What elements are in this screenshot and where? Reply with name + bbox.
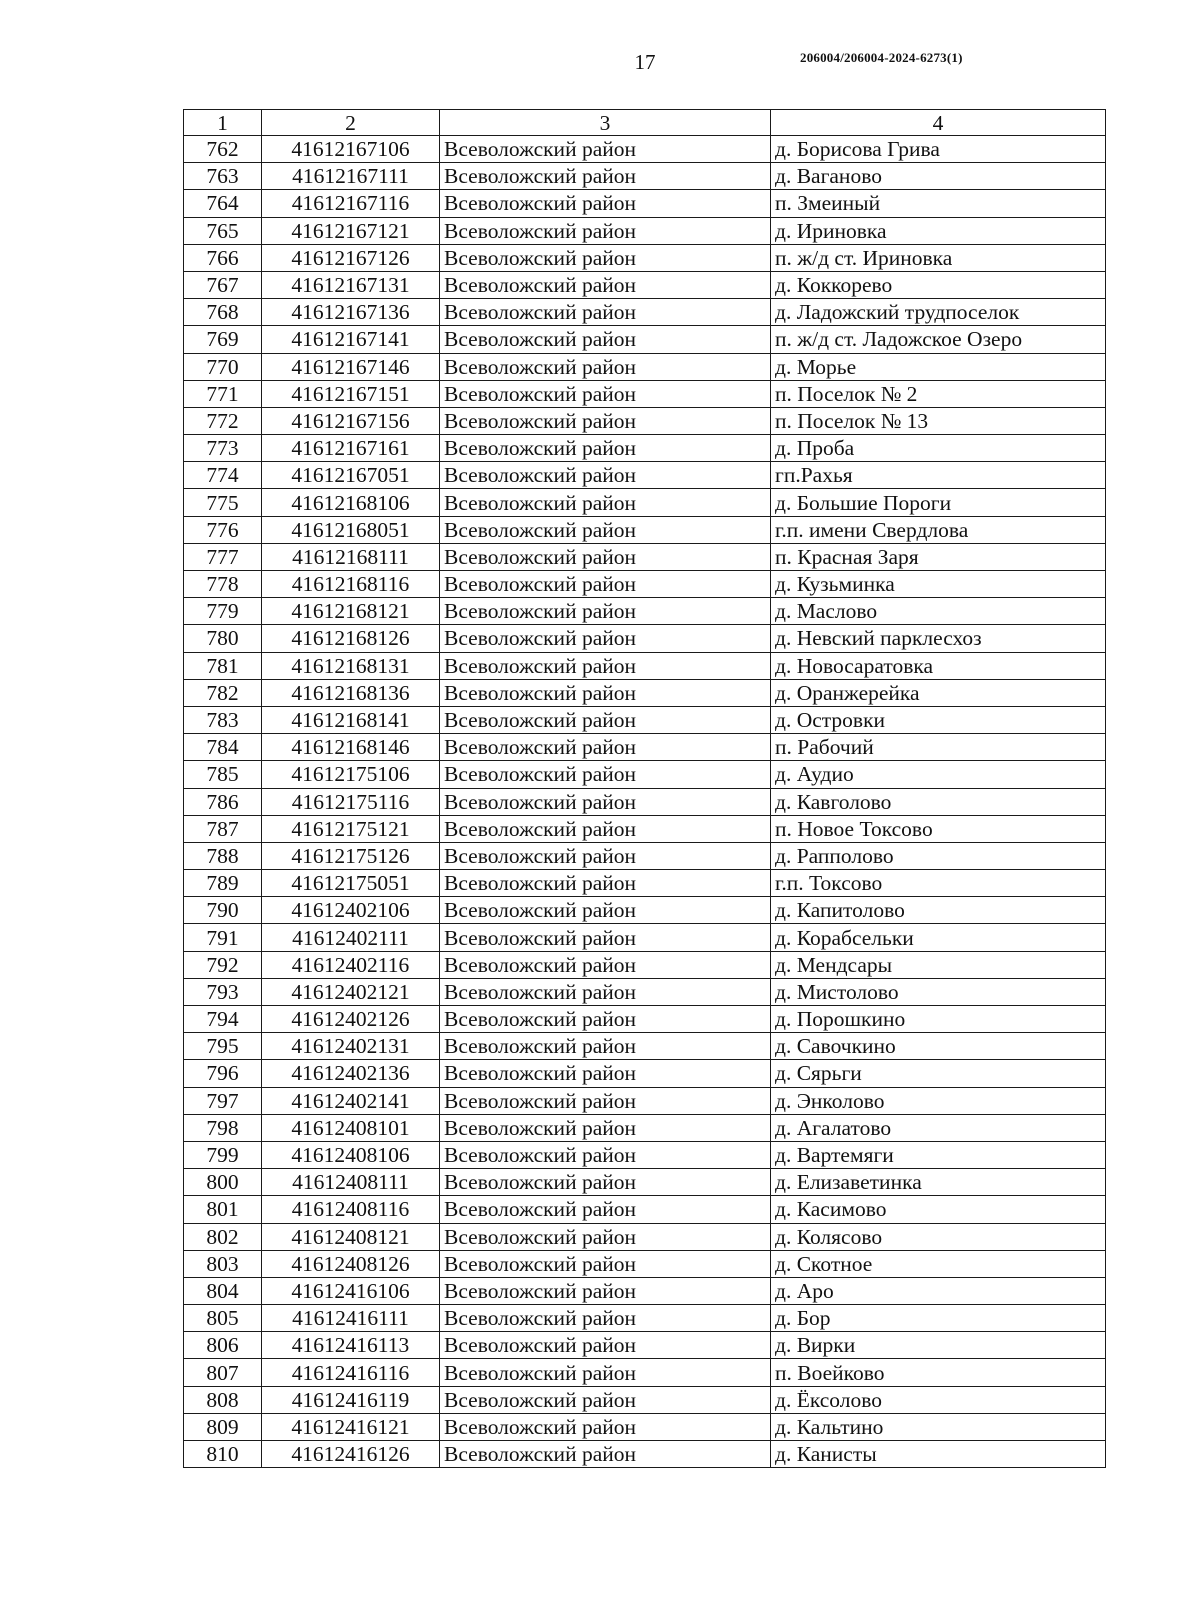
settlement-cell: д. Капитолово [771,897,1106,924]
district-cell: Всеволожский район [440,897,771,924]
settlement-cell: д. Ёксолово [771,1386,1106,1413]
district-cell: Всеволожский район [440,1169,771,1196]
table-row [184,1196,1106,1223]
settlement-cell: д. Мендсары [771,951,1106,978]
oktmo-code-cell: 41612175116 [262,788,440,815]
settlement-cell: п. Змеиный [771,190,1106,217]
oktmo-code-cell: 41612168111 [262,543,440,570]
district-cell: Всеволожский район [440,842,771,869]
row-number-cell: 793 [184,978,262,1005]
settlement-cell: п. Воейково [771,1359,1106,1386]
district-cell: Всеволожский район [440,870,771,897]
oktmo-code-cell: 41612408106 [262,1141,440,1168]
settlement-cell: д. Аудио [771,761,1106,788]
table-row [184,407,1106,434]
settlement-cell: д. Маслово [771,598,1106,625]
oktmo-code-cell: 41612167131 [262,271,440,298]
district-cell: Всеволожский район [440,271,771,298]
district-cell: Всеволожский район [440,1141,771,1168]
row-number-cell: 771 [184,380,262,407]
table-row [184,271,1106,298]
oktmo-code-cell: 41612408116 [262,1196,440,1223]
settlement-cell: д. Вартемяги [771,1141,1106,1168]
settlement-cell: д. Большие Пороги [771,489,1106,516]
row-number-cell: 809 [184,1413,262,1440]
column-header-2: 2 [262,110,440,136]
table-row [184,1359,1106,1386]
table-row [184,1006,1106,1033]
settlement-cell: д. Скотное [771,1250,1106,1277]
table-row [184,380,1106,407]
oktmo-code-cell: 41612168136 [262,679,440,706]
settlement-cell: п. Поселок № 2 [771,380,1106,407]
oktmo-code-cell: 41612167136 [262,299,440,326]
settlement-cell: п. Красная Заря [771,543,1106,570]
header-row [184,110,1106,136]
settlement-cell: д. Коккорево [771,271,1106,298]
oktmo-code-cell: 41612167161 [262,435,440,462]
oktmo-code-cell: 41612416119 [262,1386,440,1413]
table-body [184,136,1106,1468]
table-row [184,761,1106,788]
settlement-cell: г.п. имени Свердлова [771,516,1106,543]
table-row [184,489,1106,516]
table-row [184,924,1106,951]
district-cell: Всеволожский район [440,1196,771,1223]
settlement-cell: д. Кавголово [771,788,1106,815]
table-row [184,1141,1106,1168]
settlements-table [183,109,1106,1468]
row-number-cell: 808 [184,1386,262,1413]
settlement-cell: п. ж/д ст. Ладожское Озеро [771,326,1106,353]
settlement-cell: гп.Рахья [771,462,1106,489]
settlement-cell: д. Аро [771,1277,1106,1304]
row-number-cell: 765 [184,217,262,244]
district-cell: Всеволожский район [440,1386,771,1413]
row-number-cell: 802 [184,1223,262,1250]
settlement-cell: д. Ваганово [771,163,1106,190]
table-row [184,951,1106,978]
row-number-cell: 797 [184,1087,262,1114]
district-cell: Всеволожский район [440,1413,771,1440]
oktmo-code-cell: 41612402131 [262,1033,440,1060]
row-number-cell: 810 [184,1441,262,1468]
oktmo-code-cell: 41612168126 [262,625,440,652]
settlement-cell: д. Островки [771,706,1106,733]
district-cell: Всеволожский район [440,598,771,625]
district-cell: Всеволожский район [440,163,771,190]
oktmo-code-cell: 41612175106 [262,761,440,788]
row-number-cell: 798 [184,1114,262,1141]
district-cell: Всеволожский район [440,326,771,353]
oktmo-code-cell: 41612416106 [262,1277,440,1304]
oktmo-code-cell: 41612416126 [262,1441,440,1468]
settlement-cell: д. Новосаратовка [771,652,1106,679]
oktmo-code-cell: 41612175051 [262,870,440,897]
document-id: 206004/206004-2024-6273(1) [800,50,963,65]
settlement-cell: д. Агалатово [771,1114,1106,1141]
row-number-cell: 803 [184,1250,262,1277]
row-number-cell: 778 [184,571,262,598]
oktmo-code-cell: 41612167151 [262,380,440,407]
row-number-cell: 801 [184,1196,262,1223]
settlement-cell: д. Елизаветинка [771,1169,1106,1196]
district-cell: Всеволожский район [440,353,771,380]
row-number-cell: 775 [184,489,262,516]
row-number-cell: 792 [184,951,262,978]
row-number-cell: 770 [184,353,262,380]
oktmo-code-cell: 41612402136 [262,1060,440,1087]
district-cell: Всеволожский район [440,1250,771,1277]
row-number-cell: 766 [184,244,262,271]
table-row [184,1060,1106,1087]
oktmo-code-cell: 41612167111 [262,163,440,190]
settlement-cell: д. Рапполово [771,842,1106,869]
oktmo-code-cell: 41612408101 [262,1114,440,1141]
oktmo-code-cell: 41612167051 [262,462,440,489]
table-row [184,244,1106,271]
table-row [184,1114,1106,1141]
district-cell: Всеволожский район [440,679,771,706]
settlement-cell: д. Корабсельки [771,924,1106,951]
district-cell: Всеволожский район [440,489,771,516]
district-cell: Всеволожский район [440,380,771,407]
oktmo-code-cell: 41612408111 [262,1169,440,1196]
row-number-cell: 807 [184,1359,262,1386]
row-number-cell: 791 [184,924,262,951]
oktmo-code-cell: 41612416121 [262,1413,440,1440]
row-number-cell: 777 [184,543,262,570]
table-row [184,1277,1106,1304]
settlement-cell: д. Касимово [771,1196,1106,1223]
row-number-cell: 789 [184,870,262,897]
district-cell: Всеволожский район [440,217,771,244]
oktmo-code-cell: 41612167116 [262,190,440,217]
oktmo-code-cell: 41612167146 [262,353,440,380]
table-row [184,217,1106,244]
column-header-3: 3 [440,110,771,136]
settlement-cell: д. Ириновка [771,217,1106,244]
row-number-cell: 783 [184,706,262,733]
table-row [184,1305,1106,1332]
district-cell: Всеволожский район [440,652,771,679]
table-row [184,353,1106,380]
table-row [184,815,1106,842]
district-cell: Всеволожский район [440,706,771,733]
column-header-4: 4 [771,110,1106,136]
row-number-cell: 763 [184,163,262,190]
district-cell: Всеволожский район [440,435,771,462]
settlement-cell: д. Морье [771,353,1106,380]
table-row [184,897,1106,924]
table-row [184,1441,1106,1468]
district-cell: Всеволожский район [440,1033,771,1060]
oktmo-code-cell: 41612408126 [262,1250,440,1277]
row-number-cell: 804 [184,1277,262,1304]
district-cell: Всеволожский район [440,1060,771,1087]
district-cell: Всеволожский район [440,136,771,163]
table-row [184,1413,1106,1440]
table-row [184,326,1106,353]
oktmo-code-cell: 41612167156 [262,407,440,434]
settlement-cell: д. Порошкино [771,1006,1106,1033]
table-row [184,163,1106,190]
table-row [184,598,1106,625]
oktmo-code-cell: 41612168141 [262,706,440,733]
settlement-cell: д. Бор [771,1305,1106,1332]
table-row [184,299,1106,326]
oktmo-code-cell: 41612168051 [262,516,440,543]
district-cell: Всеволожский район [440,625,771,652]
row-number-cell: 796 [184,1060,262,1087]
settlement-cell: д. Вирки [771,1332,1106,1359]
settlement-cell: д. Энколово [771,1087,1106,1114]
row-number-cell: 773 [184,435,262,462]
district-cell: Всеволожский район [440,978,771,1005]
table-row [184,543,1106,570]
oktmo-code-cell: 41612408121 [262,1223,440,1250]
settlement-cell: д. Проба [771,435,1106,462]
row-number-cell: 795 [184,1033,262,1060]
row-number-cell: 781 [184,652,262,679]
row-number-cell: 768 [184,299,262,326]
row-number-cell: 779 [184,598,262,625]
settlement-cell: д. Мистолово [771,978,1106,1005]
settlement-cell: п. Рабочий [771,734,1106,761]
district-cell: Всеволожский район [440,407,771,434]
table-row [184,516,1106,543]
settlement-cell: д. Оранжерейка [771,679,1106,706]
settlement-cell: п. Новое Токсово [771,815,1106,842]
table-row [184,679,1106,706]
table-row [184,1087,1106,1114]
table-row [184,462,1106,489]
district-cell: Всеволожский район [440,1114,771,1141]
row-number-cell: 805 [184,1305,262,1332]
district-cell: Всеволожский район [440,1332,771,1359]
table-row [184,734,1106,761]
oktmo-code-cell: 41612402141 [262,1087,440,1114]
oktmo-code-cell: 41612416111 [262,1305,440,1332]
table-row [184,1169,1106,1196]
settlement-cell: д. Кузьминка [771,571,1106,598]
row-number-cell: 782 [184,679,262,706]
settlement-cell: д. Борисова Грива [771,136,1106,163]
oktmo-code-cell: 41612168116 [262,571,440,598]
table-row [184,870,1106,897]
oktmo-code-cell: 41612167126 [262,244,440,271]
oktmo-code-cell: 41612167141 [262,326,440,353]
table-row [184,978,1106,1005]
district-cell: Всеволожский район [440,1305,771,1332]
row-number-cell: 767 [184,271,262,298]
table-row [184,1223,1106,1250]
settlement-cell: д. Ладожский трудпоселок [771,299,1106,326]
row-number-cell: 800 [184,1169,262,1196]
table-row [184,571,1106,598]
oktmo-code-cell: 41612402121 [262,978,440,1005]
page-number: 17 [634,50,656,74]
table-row [184,842,1106,869]
row-number-cell: 772 [184,407,262,434]
table-row [184,706,1106,733]
district-cell: Всеволожский район [440,1006,771,1033]
row-number-cell: 799 [184,1141,262,1168]
table-row [184,625,1106,652]
settlement-cell: д. Сярьги [771,1060,1106,1087]
district-cell: Всеволожский район [440,924,771,951]
settlement-cell: п. ж/д ст. Ириновка [771,244,1106,271]
district-cell: Всеволожский район [440,543,771,570]
district-cell: Всеволожский район [440,815,771,842]
table-row [184,652,1106,679]
district-cell: Всеволожский район [440,1441,771,1468]
table-row [184,1386,1106,1413]
district-cell: Всеволожский район [440,299,771,326]
row-number-cell: 774 [184,462,262,489]
district-cell: Всеволожский район [440,734,771,761]
oktmo-code-cell: 41612175121 [262,815,440,842]
oktmo-code-cell: 41612402126 [262,1006,440,1033]
district-cell: Всеволожский район [440,1359,771,1386]
row-number-cell: 806 [184,1332,262,1359]
table-row [184,1332,1106,1359]
table-row [184,136,1106,163]
settlement-cell: д. Савочкино [771,1033,1106,1060]
table-row [184,435,1106,462]
row-number-cell: 784 [184,734,262,761]
settlement-cell: д. Канисты [771,1441,1106,1468]
district-cell: Всеволожский район [440,761,771,788]
row-number-cell: 780 [184,625,262,652]
settlement-cell: д. Колясово [771,1223,1106,1250]
row-number-cell: 776 [184,516,262,543]
district-cell: Всеволожский район [440,462,771,489]
oktmo-code-cell: 41612402111 [262,924,440,951]
oktmo-code-cell: 41612167121 [262,217,440,244]
oktmo-code-cell: 41612167106 [262,136,440,163]
oktmo-code-cell: 41612168146 [262,734,440,761]
settlement-cell: г.п. Токсово [771,870,1106,897]
row-number-cell: 787 [184,815,262,842]
oktmo-code-cell: 41612416116 [262,1359,440,1386]
row-number-cell: 785 [184,761,262,788]
district-cell: Всеволожский район [440,190,771,217]
table-row [184,190,1106,217]
district-cell: Всеволожский район [440,788,771,815]
district-cell: Всеволожский район [440,951,771,978]
oktmo-code-cell: 41612402106 [262,897,440,924]
row-number-cell: 794 [184,1006,262,1033]
district-cell: Всеволожский район [440,571,771,598]
settlement-cell: д. Кальтино [771,1413,1106,1440]
district-cell: Всеволожский район [440,516,771,543]
oktmo-code-cell: 41612168106 [262,489,440,516]
settlement-cell: п. Поселок № 13 [771,407,1106,434]
row-number-cell: 764 [184,190,262,217]
district-cell: Всеволожский район [440,1223,771,1250]
row-number-cell: 762 [184,136,262,163]
column-header-1: 1 [184,110,262,136]
table-header [184,110,1106,136]
district-cell: Всеволожский район [440,1277,771,1304]
oktmo-code-cell: 41612402116 [262,951,440,978]
oktmo-code-cell: 41612168121 [262,598,440,625]
row-number-cell: 769 [184,326,262,353]
oktmo-code-cell: 41612416113 [262,1332,440,1359]
oktmo-code-cell: 41612168131 [262,652,440,679]
settlement-cell: д. Невский парклесхоз [771,625,1106,652]
row-number-cell: 790 [184,897,262,924]
oktmo-code-cell: 41612175126 [262,842,440,869]
table-row [184,1250,1106,1277]
district-cell: Всеволожский район [440,1087,771,1114]
row-number-cell: 788 [184,842,262,869]
district-cell: Всеволожский район [440,244,771,271]
row-number-cell: 786 [184,788,262,815]
table-row [184,1033,1106,1060]
table-row [184,788,1106,815]
